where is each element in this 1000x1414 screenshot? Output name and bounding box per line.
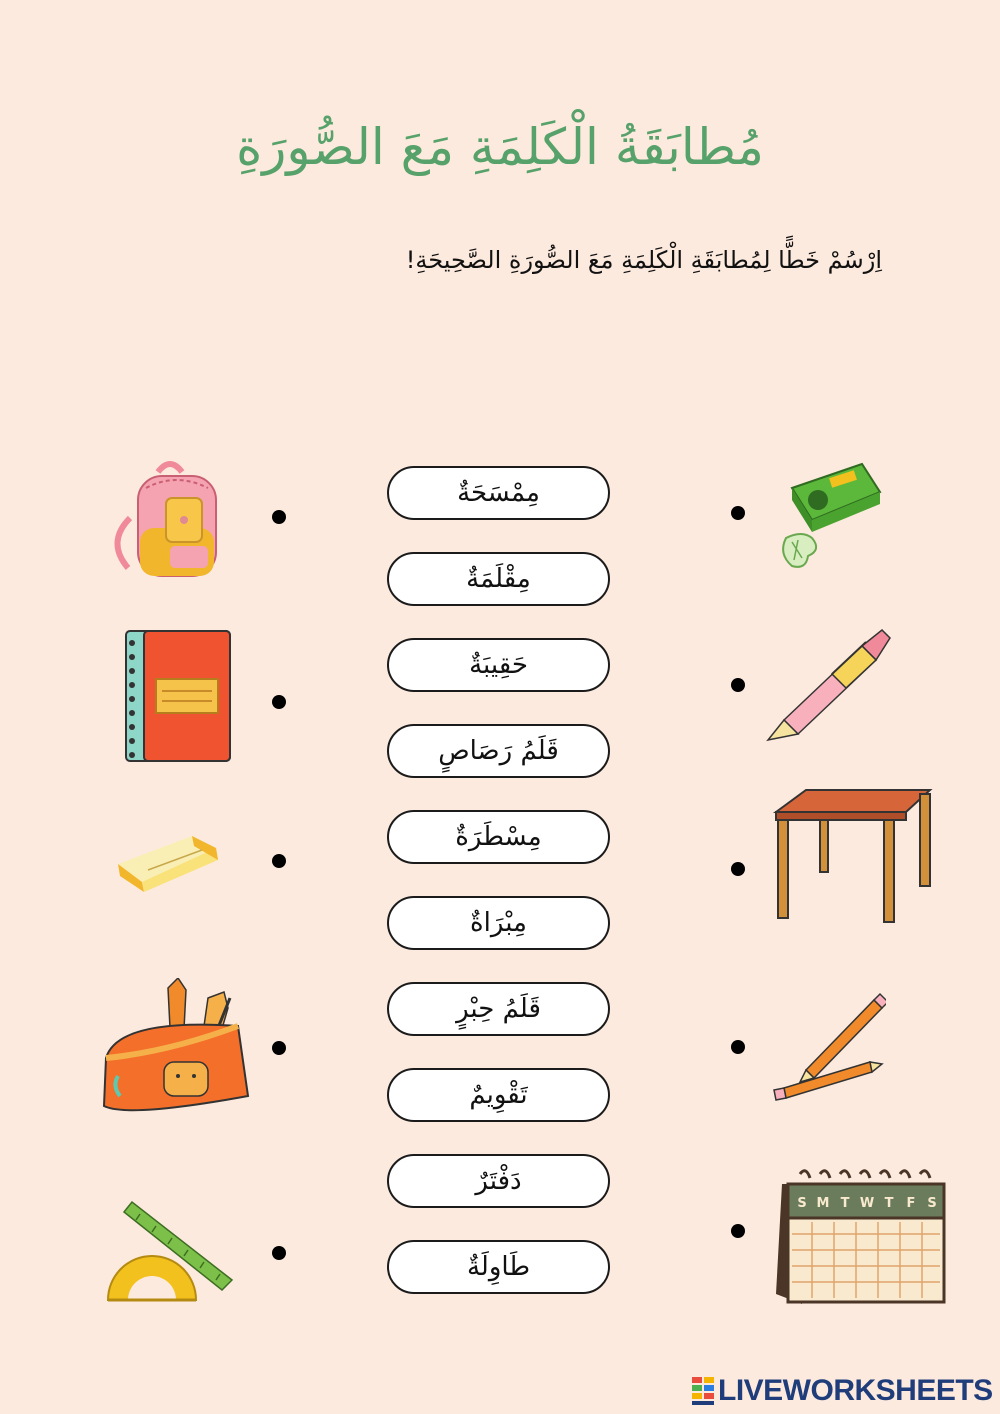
calendar-day-label: T [840, 1196, 850, 1211]
table-icon [770, 786, 936, 926]
calendar-day-label: S [797, 1196, 807, 1211]
pen-icon [762, 624, 896, 742]
sharpener-icon [772, 458, 884, 574]
match-dot-right-3[interactable] [731, 862, 745, 876]
calendar-day-label: W [859, 1196, 875, 1211]
word-option-9[interactable]: دَفْتَرٌ [387, 1154, 610, 1208]
match-dot-left-5[interactable] [272, 1246, 286, 1260]
match-dot-right-2[interactable] [731, 678, 745, 692]
calendar-icon [772, 1164, 948, 1306]
calendar-day-label: M [816, 1196, 830, 1211]
liveworksheets-logo-icon [692, 1377, 714, 1405]
word-option-7[interactable]: قَلَمُ حِبْرٍ [387, 982, 610, 1036]
pencil-case-icon [98, 978, 250, 1122]
word-option-3[interactable]: حَقِيبَةٌ [387, 638, 610, 692]
word-option-2[interactable]: مِقْلَمَةٌ [387, 552, 610, 606]
match-dot-left-2[interactable] [272, 695, 286, 709]
word-option-1[interactable]: مِمْسَحَةٌ [387, 466, 610, 520]
brand-name: LIVEWORKSHEETS [718, 1374, 993, 1407]
match-dot-right-1[interactable] [731, 506, 745, 520]
word-option-6[interactable]: مِبْرَاةٌ [387, 896, 610, 950]
notebook-icon [118, 627, 234, 765]
match-dot-left-3[interactable] [272, 854, 286, 868]
ruler-protractor-icon [104, 1200, 234, 1306]
word-option-10[interactable]: طَاوِلَةٌ [387, 1240, 610, 1294]
eraser-icon [112, 826, 222, 896]
word-option-5[interactable]: مِسْطَرَةٌ [387, 810, 610, 864]
match-dot-left-1[interactable] [272, 510, 286, 524]
liveworksheets-logo[interactable] [692, 1376, 993, 1406]
match-dot-left-4[interactable] [272, 1041, 286, 1055]
match-dot-right-5[interactable] [731, 1224, 745, 1238]
calendar-day-label: T [884, 1196, 894, 1211]
match-dot-right-4[interactable] [731, 1040, 745, 1054]
pencils-icon [770, 990, 886, 1104]
calendar-day-label: F [906, 1196, 916, 1211]
backpack-icon [110, 458, 230, 580]
page-title: مُطابَقَةُ الْكَلِمَةِ مَعَ الصُّورَةِ [236, 118, 764, 176]
instruction-text: اِرْسُمْ خَطًّا لِمُطابَقَةِ الْكَلِمَةِ مَعَ الصُّورَةِ الصَّحِيحَةِ! [405, 246, 882, 274]
word-option-8[interactable]: تَقْوِيمٌ [387, 1068, 610, 1122]
calendar-day-label: S [927, 1196, 937, 1211]
word-option-4[interactable]: قَلَمُ رَصَاصٍ [387, 724, 610, 778]
